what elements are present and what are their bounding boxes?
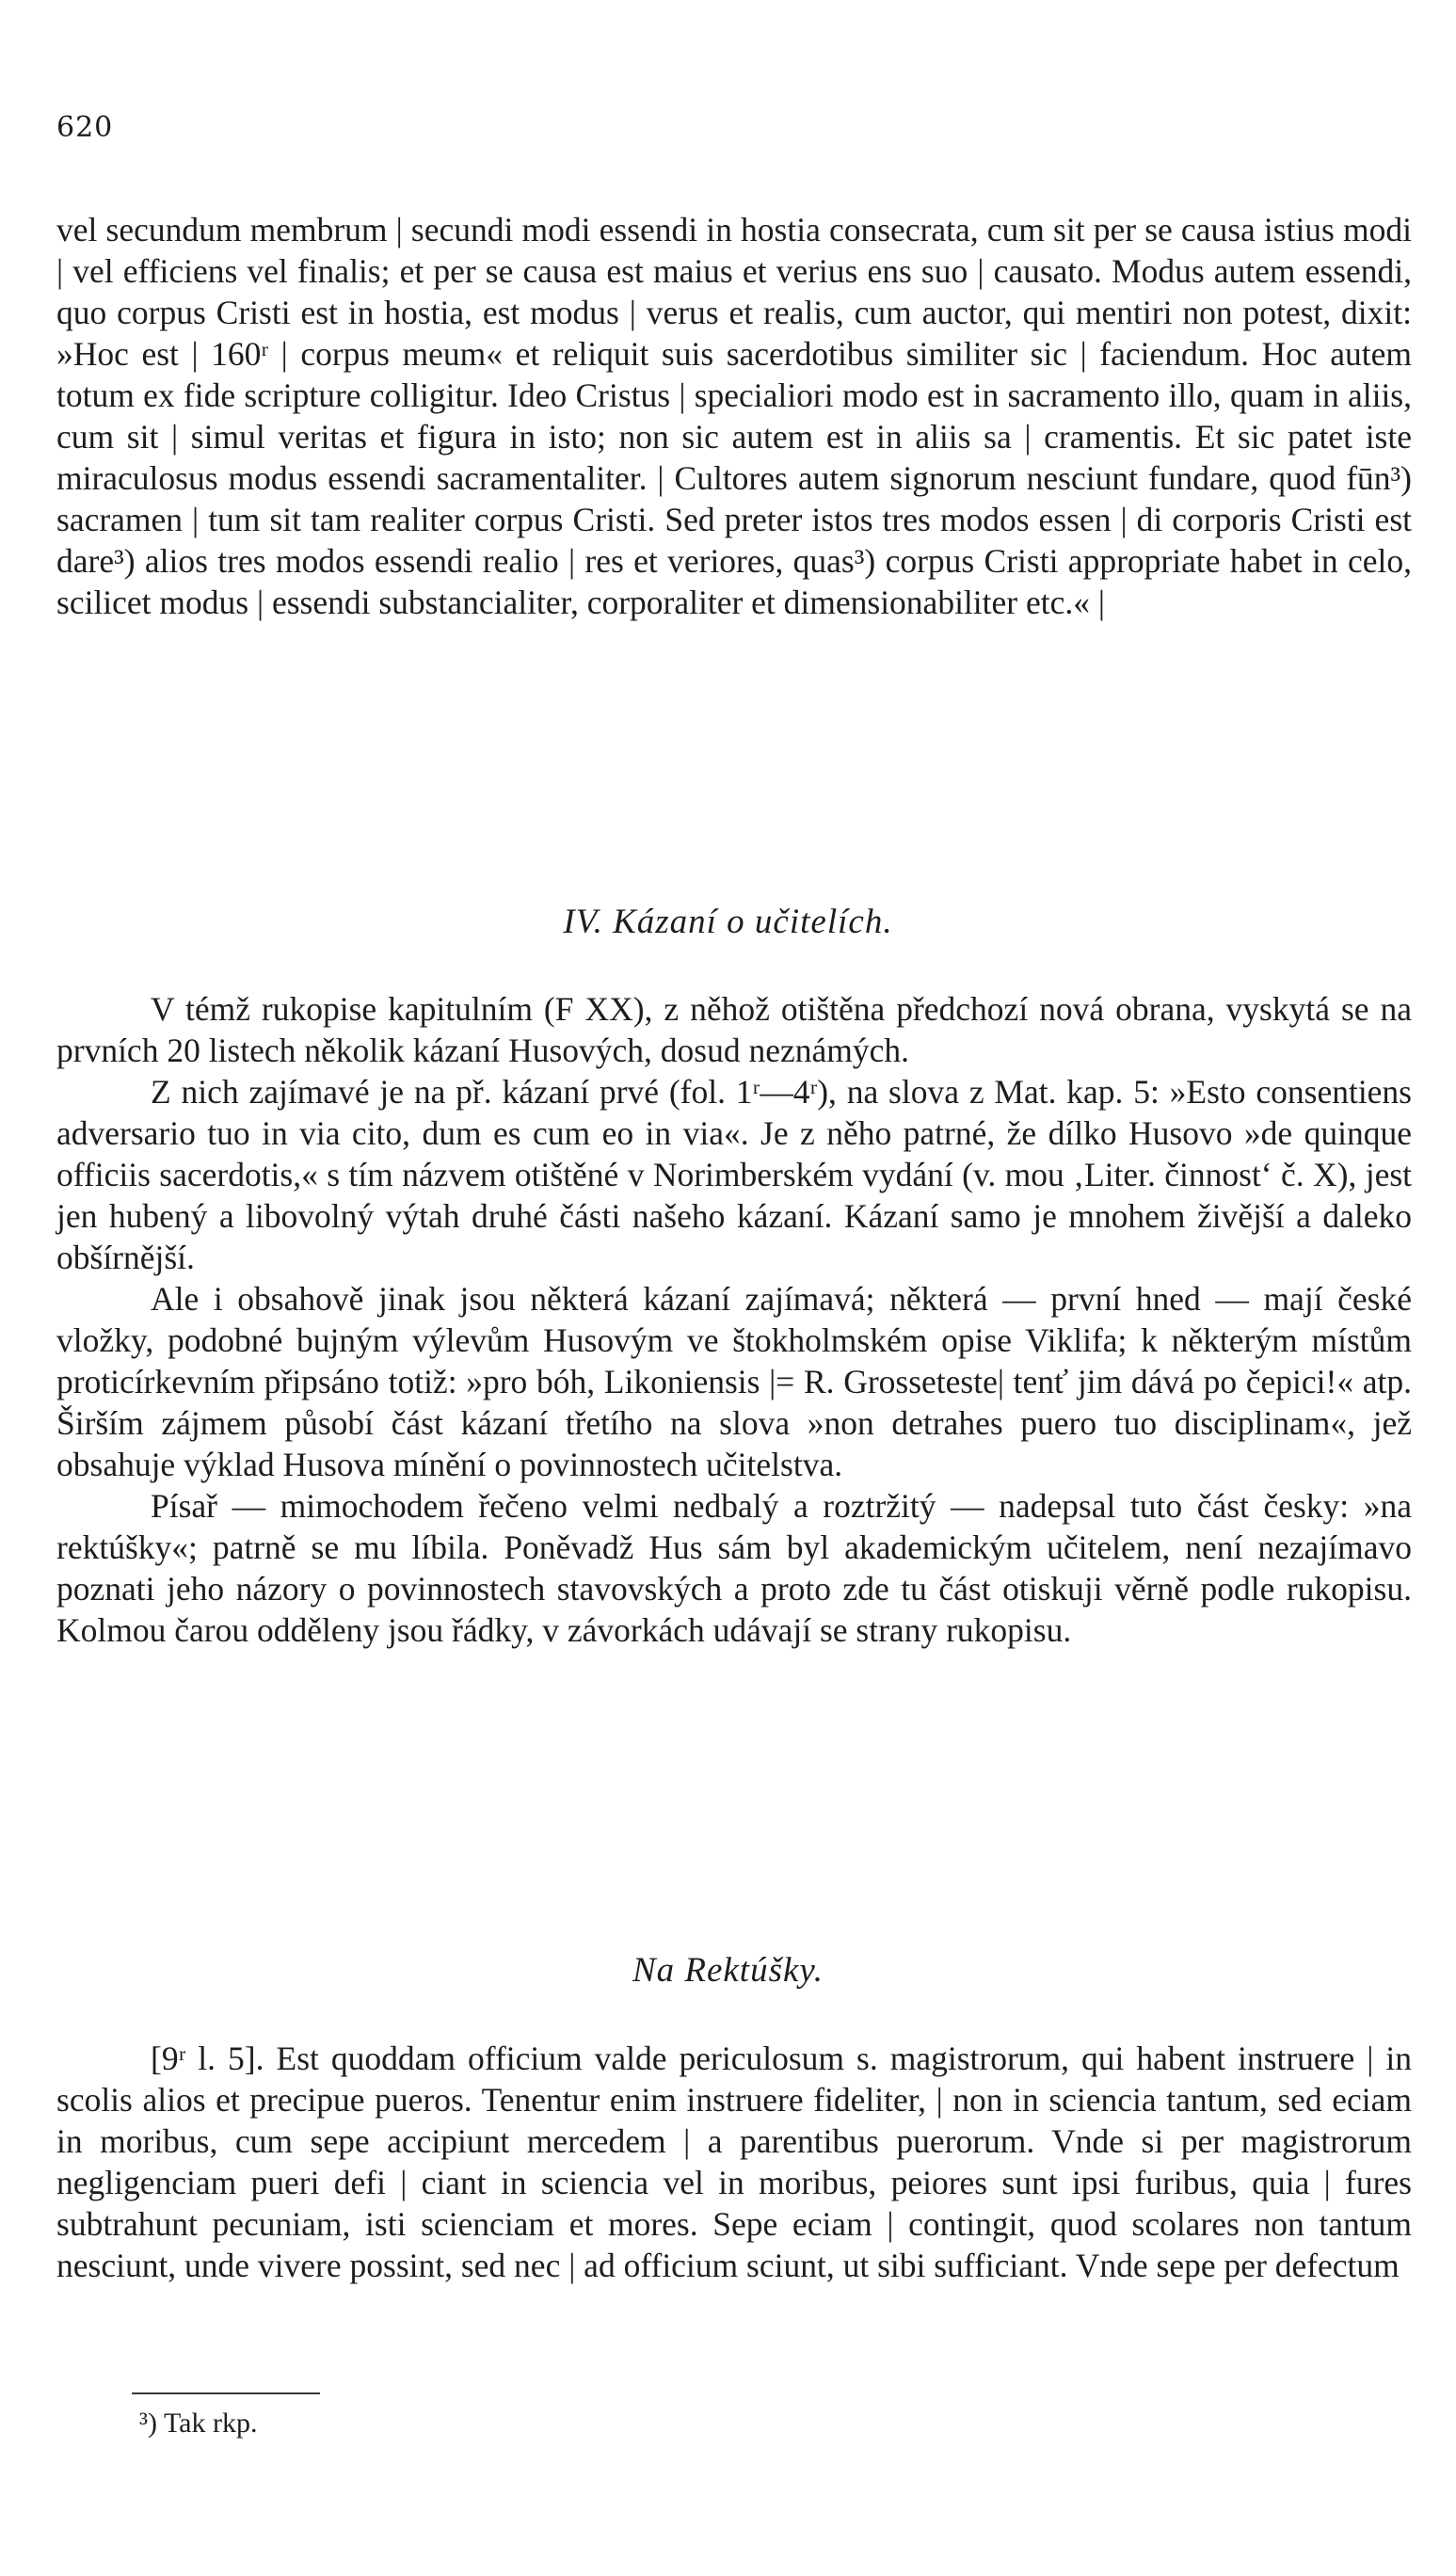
page-number: 620: [56, 111, 114, 144]
latin-block: [56, 2038, 1412, 2286]
section-body: [56, 988, 1412, 1651]
footnote-divider: [132, 2392, 320, 2394]
latin-paragraph: [9ʳ l. 5]. Est quoddam officium valde periculosum s. magistrorum, qui habent instruere | in scolis alios et precipue pueros. Tenentur enim instruere fideliter, | non in sciencia tantum, sed eciam in moribus, cum sepe accipiunt mercedem | a parentibus puerorum. Vnde si per magistrorum negligenciam pueri defi | ciant in sciencia vel in moribus, peiores sunt ipsi furibus, quia | fures subtrahunt pecuniam, isti scienciam et mores. Sepe eciam | contingit, quod scolares non tantum nesciunt, unde vivere possint, sed nec | ad officium sciunt, ut sibi sufficiant. Vnde sepe per defectum: [56, 2040, 1412, 2284]
section-paragraph-4: Písař — mimochodem řečeno velmi nedbalý a roztržitý — nadepsal tuto část česky: »na rektúšky«; patrně se mu líbila. Poněvadž Hus sám byl akademickým učitelem, není nezajímavo poznati jeho názory o povinnostech stavovských a proto zde tu část otiskuji věrně podle rukopisu. Kolmou čarou odděleny jsou řádky, v závorkách udávají se strany rukopisu.: [56, 1487, 1412, 1649]
section-paragraph-2: Z nich zajímavé je na př. kázaní prvé (fol. 1ʳ—4ʳ), na slova z Mat. kap. 5: »Esto consentiens adversario tuo in via cito, dum es cum eo in via«. Je z něho patrné, že dílko Husovo »de quinque officiis sacerdotis,« s tím názvem otištěné v Norimberském vydání (v. mou ‚Liter. činnost‘ č. X), jest jen hubený a libovolný výtah druhé části našeho kázaní. Kázaní samo je mnohem živější a daleko obšírnější.: [56, 1073, 1412, 1276]
section-heading: IV. Kázaní o učitelích.: [563, 903, 893, 941]
footnote: ³) Tak rkp.: [139, 2408, 258, 2439]
opening-paragraph-block: [56, 209, 1412, 623]
section-paragraph-1: V témž rukopise kapitulním (F XX), z něhož otištěna předchozí nová obrana, vyskytá se na prvních 20 listech několik kázaní Husových, dosud neznámých.: [56, 990, 1412, 1069]
section-paragraph-3: Ale i obsahově jinak jsou některá kázaní zajímavá; některá — první hned — mají české vložky, podobné bujným výlevům Husovým ve štokholmském opise Viklifa; k některým místům proticírkevním připsáno totiž: »pro bóh, Likoniensis |= R. Grosseteste| tenť jim dává po čepici!« atp. Širším zájmem působí část kázaní třetího na slova »non detrahes puero tuo disciplinam«, jež obsahuje výklad Husova mínění o povinnostech učitelstva.: [56, 1280, 1412, 1483]
opening-paragraph: vel secundum membrum | secundi modi essendi in hostia consecrata, cum sit per se causa istius modi | vel efficiens vel finalis; et per se causa est maius et verius ens suo | causato. Modus autem essendi, quo corpus Cristi est in hostia, est modus | verus et realis, cum auctor, qui mentiri non potest, dixit: »Hoc est | 160ʳ | corpus meum« et reliquit suis sacerdotibus similiter sic | faciendum. Hoc autem totum ex fide scripture colligitur. Ideo Cristus | specialiori modo est in sacramento illo, quam in aliis, cum sit | simul veritas et figura in isto; non sic autem est in aliis sa | cramentis. Et sic patet iste miraculosus modus essendi sacramentaliter. | Cultores autem signorum nesciunt fundare, quod fūn³) sacramen | tum sit tam realiter corpus Cristi. Sed preter istos tres modos essen | di corporis Cristi est dare³) alios tres modos essendi realio | res et veriores, quas³) corpus Cristi appropriate habet in celo, scilicet modus | essendi substancialiter, corporaliter et dimensionabiliter etc.« |: [56, 211, 1412, 621]
subheading: Na Rektúšky.: [632, 1951, 824, 1990]
